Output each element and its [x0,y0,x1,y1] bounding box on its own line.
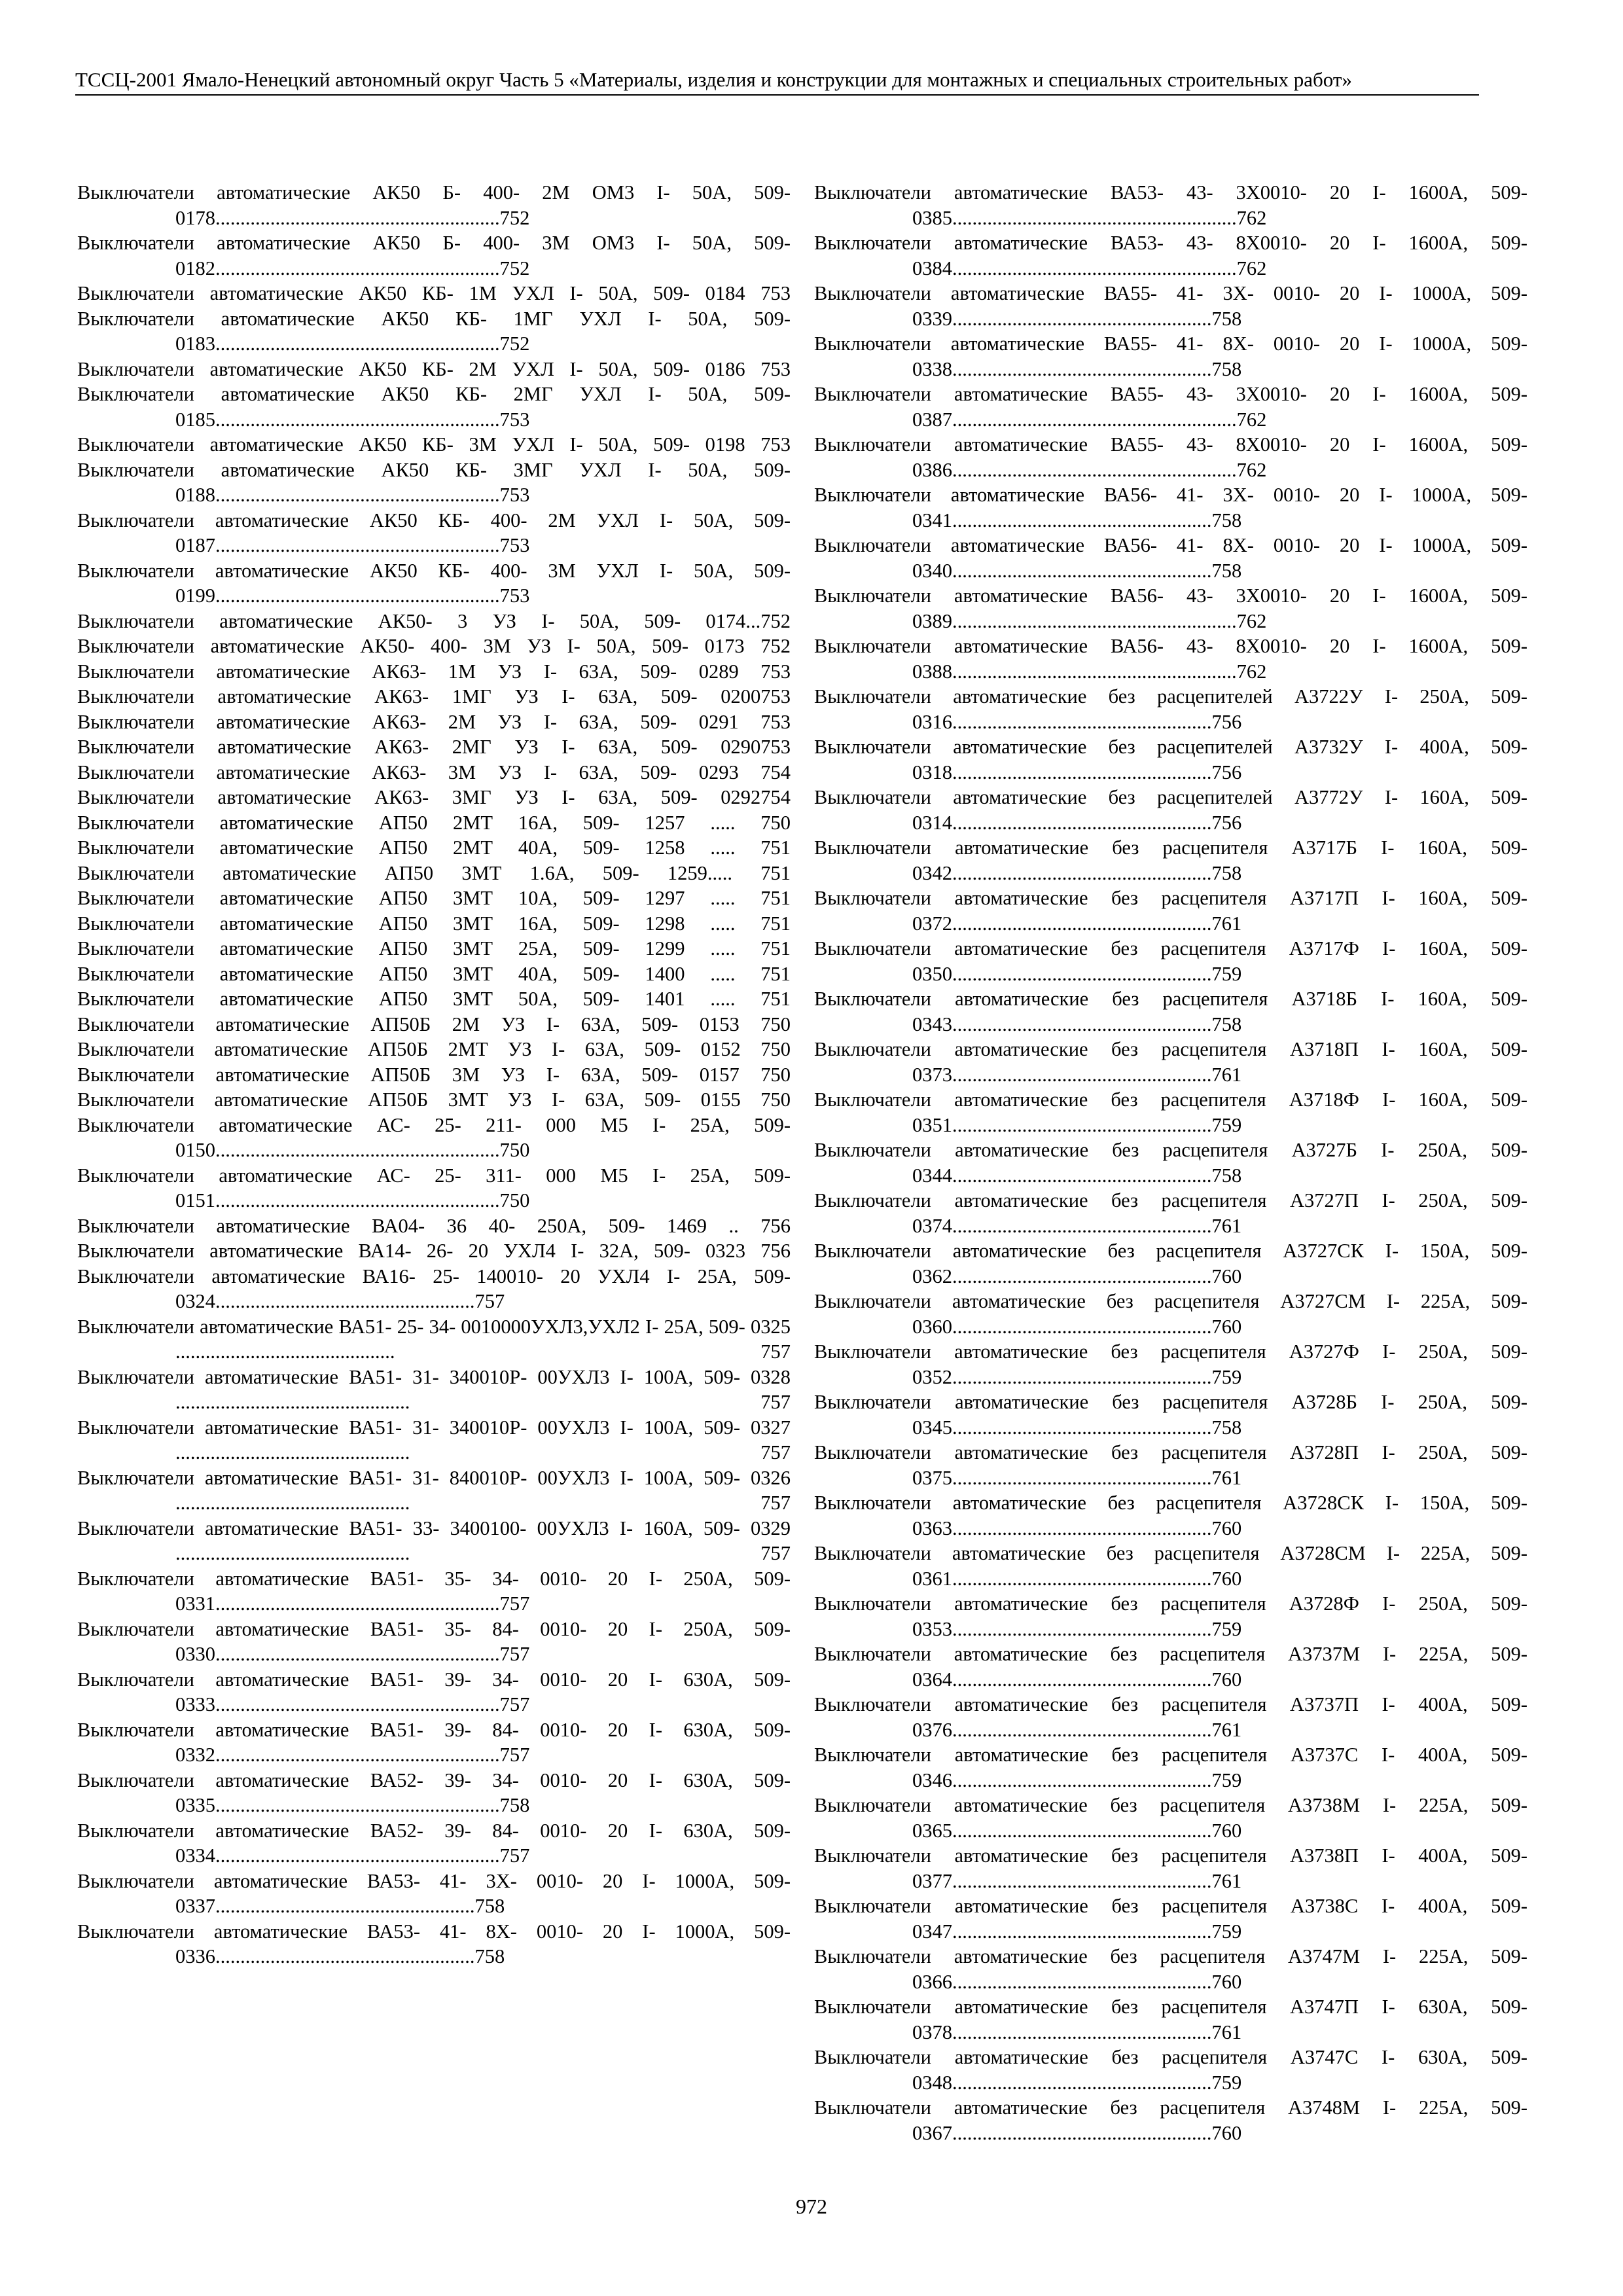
index-entry [814,1994,1527,2045]
index-entry [814,634,1527,684]
index-entry-page-ref: 0183.........................................................752 [175,332,530,355]
index-entry-page-ref: 0384.........................................................762 [912,257,1267,279]
index-entry-page-ref: 0187.........................................................753 [175,534,530,556]
index-entry-text: Выключатели автоматические ВА55- 43- 8Х0010- 20 I- 1600А, 509- [814,433,1527,456]
index-entry-page-ref: 509- 0361....................................................760 [912,1542,1527,1590]
index-entry [77,558,791,609]
index-entry-page-ref: 160А, 509- 0329 ............................................... 757 [175,1516,791,1564]
index-entry-page-ref: 509- 0336....................................................758 [175,1920,791,1967]
index-entry-page-ref: 0388.........................................................762 [912,660,1267,683]
index-entry [814,482,1527,533]
index-entry-page-ref: 509- 0346....................................................759 [912,1744,1528,1791]
index-entry-page-ref: 0330.........................................................757 [175,1643,530,1665]
index-entry-page-ref: 0389.........................................................762 [912,609,1267,632]
index-entry-text: Выключатели автоматические АК50 КБ- 2МГ УХЛ I- 50А, 509- [77,383,791,405]
index-entry-text: Выключатели автоматические ВА51- 25- 34- 0010000УХЛ3,УХЛ2 [77,1315,640,1338]
index-entry-text: Выключатели автоматические ВА56- 41- 3Х- 0010- 20 I- 1000А, [814,484,1472,506]
index-entry-text: Выключатели автоматические АП50 3МТ 40А, 509- 1400 ..... 751 [77,962,791,985]
index-entry-text: Выключатели автоматические ВА53- 41- 3Х- 0010- 20 I- 1000А, [77,1869,735,1892]
index-entry-page-ref: 509- 0348....................................................759 [912,2046,1528,2094]
index-entry [77,382,791,432]
index-entry-text: Выключатели автоматические АК50 Б- 400- 3М ОМ3 I- 50А, 509- [77,232,791,254]
index-entry-page-ref: 509- 0364....................................................760 [912,1643,1527,1691]
index-entry-page-ref: 509- 0378....................................................761 [912,1996,1527,2043]
index-entry-page-ref: 509- 0350....................................................759 [912,937,1528,985]
index-entry-page-ref: 0150.........................................................750 [175,1139,530,1161]
index-entry-text: Выключатели автоматические без расцепителя А3727СК I- 150А, [814,1240,1470,1262]
index-entry [77,986,791,1012]
index-entry-page-ref: 100А, 509- 0326 ............................................... 757 [175,1466,791,1514]
index-entry-page-ref: 753 [760,357,791,380]
index-entry-page-ref: 756 [760,1240,791,1262]
index-entry-page-ref: 0199.........................................................753 [175,584,530,607]
index-entry-text: Выключатели автоматические без расцепителей А3772У I- 160А, [814,786,1469,808]
index-entry-page-ref: 0332.........................................................757 [175,1744,530,1766]
index-entry-text: Выключатели автоматические без расцепителя А3718П I- 160А, [814,1038,1468,1060]
index-entry-page-ref: 509- 0337....................................................758 [175,1869,791,1917]
index-entry [77,911,791,937]
index-entry-page-ref: 509- 0338....................................................758 [912,332,1527,380]
index-entry-page-ref: 509- 0353....................................................759 [912,1592,1528,1640]
index-entry [814,1641,1527,1692]
page-number: 972 [796,2195,827,2218]
index-entry-page-ref: 509- 0342....................................................758 [912,836,1528,884]
index-entry-text: Выключатели автоматические АК63- 2М УЗ I- 63А, 509- 0291 753 [77,710,791,733]
index-entry-page-ref: 509- 0366....................................................760 [912,1945,1527,1993]
index-entry [77,1717,791,1768]
index-entry [77,861,791,886]
index-entry-page-ref: 0386.........................................................762 [912,458,1267,481]
index-entry [814,2095,1527,2145]
index-entry-page-ref: 750 [760,1038,791,1060]
index-entry-text: Выключатели автоматические ВА14- 26- 20 УХЛ4 I- 32А, 509- 0323 [77,1240,746,1262]
index-entry-page-ref: 509- 0360....................................................760 [912,1290,1527,1338]
index-entry-text: Выключатели автоматические АК63- 2МГ УЗ I- 63А, 509- 0290753 [77,736,791,758]
index-entry [814,1793,1527,1843]
index-entry [77,1667,791,1717]
index-entry-page-ref: 509- 0343....................................................758 [912,988,1528,1035]
index-entry-page-ref: 509- 0316....................................................756 [912,685,1528,733]
index-entry-page-ref: 509- 0375....................................................761 [912,1441,1527,1489]
index-entry-text: Выключатели автоматические АК50 КБ- 1М УХЛ I- 50А, 509- 0184 [77,282,745,304]
index-entry-page-ref: 509- 0365....................................................760 [912,1794,1527,1842]
index-entry-text: Выключатели автоматические АК50 КБ- 2М УХЛ I- 50А, 509- 0186 [77,357,745,380]
index-entry [814,785,1527,835]
index-entry [77,886,791,911]
index-entry-text: Выключатели автоматические АП50 2МТ 40А, 509- 1258 ..... 751 [77,836,791,859]
index-entry-page-ref: 0333.........................................................757 [175,1693,530,1715]
index-entry-page-ref: 509- 0374....................................................761 [912,1189,1527,1237]
index-entry [77,835,791,861]
index-entry [814,734,1527,785]
index-entry-text: Выключатели автоматические АК50 КБ- 400- 2М УХЛ I- 50А, 509- [77,509,791,531]
index-entry-page-ref: 509- 0347....................................................759 [912,1895,1528,1943]
index-entry-text: Выключатели автоматические АК50 КБ- 1МГ УХЛ I- 50А, 509- [77,307,791,330]
index-entry-page-ref: 0331.........................................................757 [175,1592,530,1615]
index-entry-page-ref: 752 [760,635,791,657]
index-entry [814,2045,1527,2095]
index-entry [77,1566,791,1617]
index-entry [814,382,1527,432]
index-entry [814,1541,1527,1591]
index-entry-text: Выключатели автоматические АП50 3МТ 50А, 509- 1401 ..... 751 [77,988,791,1010]
index-entry-page-ref: 509- 0345....................................................758 [912,1391,1528,1439]
index-entry-page-ref: 0334.........................................................757 [175,1844,530,1867]
index-entry [77,760,791,785]
index-entry [77,634,791,659]
index-entry [814,1490,1527,1541]
index-entry-text: Выключатели автоматические без расцепителя А3747С I- 630А, [814,2046,1468,2068]
index-entry [77,1264,791,1314]
index-column-right [814,180,1527,2145]
index-entry-page-ref: 509- 0373....................................................761 [912,1038,1527,1086]
index-entry [814,1742,1527,1793]
index-entry [77,961,791,987]
index-entry-text: Выключатели автоматические без расцепителя А3747П I- 630А, [814,1996,1468,2018]
index-entry-text: Выключатели автоматические без расцепителя А3718Б I- 160А, [814,988,1467,1010]
index-entry-text: Выключатели автоматические ВА55- 41- 8Х- 0010- 20 I- 1000А, [814,332,1472,355]
index-entry-text: Выключатели автоматические без расцепителя А3737С I- 400А, [814,1744,1468,1766]
index-entry [77,1213,791,1239]
index-entry [77,785,791,810]
index-entry [814,936,1527,986]
index-entry-text: Выключатели автоматические ВА16- 25- 140010- 20 УХЛ4 I- 25А, [77,1265,737,1287]
index-entry [814,886,1527,936]
index-entry [814,180,1527,230]
index-entry [814,230,1527,281]
index-entry-text: Выключатели автоматические ВА51- 31- 340010Р- 00УХЛ3 I- [77,1365,633,1388]
index-entry-text: Выключатели автоматические без расцепителя А3717П I- 160А, [814,887,1468,909]
index-entry [814,1289,1527,1339]
index-entry-text: Выключатели автоматические ВА51- 31- 340010Р- 00УХЛ3 I- [77,1416,633,1439]
header-title: ТССЦ-2001 Ямало-Ненецкий автономный округ Часть 5 «Материалы, изделия и конструкции для монтажных и специальных строительных работ» [75,68,1352,91]
index-entry [814,1893,1527,1944]
index-entry-text: Выключатели автоматические АК63- 1МГ УЗ I- 63А, 509- 0200753 [77,685,791,708]
index-entry-page-ref: 509- 0376....................................................761 [912,1693,1527,1741]
index-entry [77,1012,791,1037]
index-entry-text: Выключатели автоматические без расцепителя А3727СМ I- 225А, [814,1290,1471,1312]
index-entry-page-ref: 0151.........................................................750 [175,1189,530,1211]
index-entry [77,230,791,281]
index-entry [77,734,791,760]
index-entry [814,583,1527,634]
index-entry-text: Выключатели автоматические без расцепителя А3727П I- 250А, [814,1189,1468,1211]
index-entry-page-ref: 509- 0377....................................................761 [912,1844,1527,1892]
index-entry-page-ref: I- 25А, 509- 0325 ............................................ 757 [175,1315,791,1363]
index-entry-text: Выключатели автоматические без расцепителя А3738П I- 400А, [814,1844,1468,1867]
index-entry-text: Выключатели автоматические АК50 КБ- 400- 3М УХЛ I- 50А, 509- [77,559,791,582]
index-entry-page-ref: 509- 0318....................................................756 [912,736,1528,783]
index-entry-page-ref: 750 [760,1088,791,1111]
index-entry-text: Выключатели автоматические без расцепителя А3718Ф I- 160А, [814,1088,1468,1111]
index-entry [814,1238,1527,1289]
index-entry-text: Выключатели автоматические ВА56- 41- 8Х- 0010- 20 I- 1000А, [814,534,1472,556]
index-entry-text: Выключатели автоматические АП50 3МТ 25А, 509- 1299 ..... 751 [77,937,791,960]
index-entry [77,709,791,735]
index-entry-text: Выключатели автоматические без расцепителя А3727Б I- 250А, [814,1139,1467,1161]
index-entry [77,1415,791,1465]
index-entry-page-ref: 509- 0339....................................................758 [912,282,1527,330]
index-entry-text: Выключатели автоматические без расцепителя А3717Ф I- 160А, [814,937,1468,960]
index-entry-text: Выключатели автоматические без расцепителя А3727Ф I- 250А, [814,1340,1468,1363]
index-entry [77,1818,791,1869]
index-entry [814,1138,1527,1188]
index-entry-page-ref: 509- 0340....................................................758 [912,534,1527,582]
index-entry-text: Выключатели автоматические ВА56- 43- 8Х0010- 20 I- 1600А, 509- [814,635,1527,657]
index-entry-page-ref: 509- 0341....................................................758 [912,484,1527,531]
index-entry [814,1037,1527,1087]
index-entry-page-ref: 509- 0367....................................................760 [912,2096,1527,2144]
index-entry-page-ref: 509- 0324....................................................757 [175,1265,791,1312]
index-entry-text: Выключатели автоматические без расцепителя А3738С I- 400А, [814,1895,1468,1917]
index-entry-page-ref: 509- 0363....................................................760 [912,1492,1528,1539]
index-entry-text: Выключатели автоматические без расцепителя А3728Б I- 250А, [814,1391,1467,1413]
index-entry [77,609,791,634]
index-entry-text: Выключатели автоматические ВА56- 43- 3Х0010- 20 I- 1600А, 509- [814,584,1527,607]
index-entry-page-ref: 0188.........................................................753 [175,484,530,506]
index-entry [814,986,1527,1037]
index-entry-page-ref: 753 [760,433,791,456]
index-entry-text: Выключатели автоматические ВА51- 39- 34- 0010- 20 I- 630А, 509- [77,1668,791,1691]
index-entry-text: Выключатели автоматические АК63- 3М УЗ I- 63А, 509- 0293 754 [77,761,791,783]
index-entry [77,810,791,836]
index-entry [77,281,791,306]
index-entry-page-ref: 0185.........................................................753 [175,408,530,431]
index-entry [814,1087,1527,1138]
index-entry [77,1617,791,1667]
index-entry-text: Выключатели автоматические без расцепителя А3737М I- 225А, [814,1643,1469,1665]
index-entry-text: Выключатели автоматические АП50 3МТ 16А, 509- 1298 ..... 751 [77,912,791,935]
index-entry-text: Выключатели автоматические АК50 Б- 400- 2М ОМ3 I- 50А, 509- [77,181,791,204]
index-entry-text: Выключатели автоматические без расцепителя А3747М I- 225А, [814,1945,1469,1967]
index-entry-page-ref: 0385.........................................................762 [912,206,1267,229]
index-entry [814,1944,1527,1994]
index-entry-text: Выключатели автоматические АП50 2МТ 16А, 509- 1257 ..... 750 [77,811,791,834]
index-entry-page-ref: 509- 0372....................................................761 [912,887,1527,935]
index-entry-text: Выключатели автоматические ВА51- 39- 84- 0010- 20 I- 630А, 509- [77,1718,791,1741]
index-entry [77,1087,791,1113]
index-entry [77,1037,791,1062]
index-entry [814,1692,1527,1742]
index-entry-text: Выключатели автоматические АК50 КБ- 3МГ УХЛ I- 50А, 509- [77,458,791,481]
index-entry [77,357,791,382]
index-entry-text: Выключатели автоматические без расцепителя А3728СК I- 150А, [814,1492,1470,1514]
index-entry [77,1238,791,1264]
index-entry [77,432,791,457]
index-entry-page-ref: 100А, 509- 0328 ............................................... 757 [175,1365,791,1413]
index-entry [814,432,1527,482]
index-entry-text: Выключатели автоматические без расцепителя А3737П I- 400А, [814,1693,1468,1715]
index-entry [77,1163,791,1213]
index-entry-text: Выключатели автоматические АП50 3МТ 1.6А, 509- 1259..... 751 [77,861,791,884]
index-entry-text: Выключатели автоматические ВА51- 35- 34- 0010- 20 I- 250А, 509- [77,1567,791,1590]
index-entry [77,1365,791,1415]
index-entry-text: Выключатели автоматические ВА53- 43- 3Х0010- 20 I- 1600А, 509- [814,181,1527,204]
index-entry-text: Выключатели автоматические ВА53- 41- 8Х- 0010- 20 I- 1000А, [77,1920,735,1943]
index-entry-text: Выключатели автоматические ВА55- 41- 3Х- 0010- 20 I- 1000А, [814,282,1472,304]
index-entry [814,1591,1527,1641]
index-entry [814,281,1527,331]
index-entry-text: Выключатели автоматические ВА51- 31- 840010Р- 00УХЛ3 I- [77,1466,633,1489]
index-entry [814,1843,1527,1893]
index-entry-text: Выключатели автоматические ВА51- 33- 3400100- 00УХЛ3 I- [77,1516,633,1539]
index-entry [77,684,791,709]
index-entry [77,1869,791,1919]
index-entry-text: Выключатели автоматические без расцепителя А3728СМ I- 225А, [814,1542,1471,1564]
index-column-left [77,180,791,1969]
index-entry-text: Выключатели автоматические без расцепителя А3728Ф I- 250А, [814,1592,1468,1615]
index-entry [77,1465,791,1516]
index-entry-page-ref: 509- 0351....................................................759 [912,1088,1528,1136]
index-entry-text: Выключатели автоматические ВА52- 39- 34- 0010- 20 I- 630А, 509- [77,1768,791,1791]
index-entry-text: Выключатели автоматические без расцепителя А3738М I- 225А, [814,1794,1469,1816]
index-entry [77,1314,791,1365]
index-entry-page-ref: 509- 0314....................................................756 [912,786,1528,834]
index-entry-page-ref: 509- 0362....................................................760 [912,1240,1528,1287]
index-entry [77,1516,791,1566]
index-entry [77,1768,791,1818]
index-entry [77,936,791,961]
index-entry [814,1188,1527,1238]
index-entry-text: Выключатели автоматические АС- 25- 211- 000 М5 I- 25А, 509- [77,1113,791,1136]
index-entry-page-ref: 753 [760,282,791,304]
index-entry [814,533,1527,583]
index-entry-text: Выключатели автоматические АК63- 1М УЗ I- 63А, 509- 0289 753 [77,660,791,683]
index-entry [814,835,1527,886]
index-entry [814,1339,1527,1390]
index-entry-page-ref: 509- 0352....................................................759 [912,1340,1528,1388]
index-entry-page-ref: 100А, 509- 0327 ............................................... 757 [175,1416,791,1463]
index-entry [77,659,791,685]
index-entry-text: Выключатели автоматические АК50- 400- 3М УЗ I- 50А, 509- 0173 [77,635,745,657]
index-entry-text: Выключатели автоматические ВА53- 43- 8Х0010- 20 I- 1600А, 509- [814,232,1527,254]
index-entry-text: Выключатели автоматические АК50 КБ- 3М УХЛ I- 50А, 509- 0198 [77,433,745,456]
index-entry [814,1390,1527,1440]
index-entry [77,457,791,508]
index-entry-text: Выключатели автоматические без расцепителя А3717Б I- 160А, [814,836,1467,859]
index-entry-page-ref: 0387.........................................................762 [912,408,1267,431]
index-entry [814,684,1527,734]
index-entry-text: Выключатели автоматические АП50Б 2МТ УЗ I- 63А, 509- 0152 [77,1038,741,1060]
index-entry-text: Выключатели автоматические АС- 25- 311- 000 М5 I- 25А, 509- [77,1164,791,1187]
index-entry-text: Выключатели автоматические ВА51- 35- 84- 0010- 20 I- 250А, 509- [77,1617,791,1640]
index-entry [77,508,791,558]
index-entry-text: Выключатели автоматические без расцепителя А3748М I- 225А, [814,2096,1469,2119]
index-entry-text: Выключатели автоматические АП50Б 2М УЗ I- 63А, 509- 0153 750 [77,1013,791,1035]
index-entry-text: Выключатели автоматические ВА55- 43- 3Х0010- 20 I- 1600А, 509- [814,383,1527,405]
index-entry [77,1062,791,1088]
index-entry-text: Выключатели автоматические без расцепителей А3722У I- 250А, [814,685,1469,708]
index-entry-page-ref: 0178.........................................................752 [175,206,530,229]
index-entry-page-ref: 0335.........................................................758 [175,1794,530,1816]
index-entry-text: Выключатели автоматические без расцепителя А3728П I- 250А, [814,1441,1468,1463]
index-entry [814,1440,1527,1490]
index-entry-text: Выключатели автоматические АК50- 3 УЗ I- 50А, 509- 0174...752 [77,609,791,632]
running-header [75,67,1479,96]
index-entry-text: Выключатели автоматические АП50 3МТ 10А, 509- 1297 ..... 751 [77,887,791,909]
index-entry [77,1919,791,1969]
index-entry [814,331,1527,382]
index-entry-text: Выключатели автоматические АП50Б 3М УЗ I- 63А, 509- 0157 750 [77,1063,791,1086]
index-entry-page-ref: 0182.........................................................752 [175,257,530,279]
index-entry-text: Выключатели автоматические АК63- 3МГ УЗ I- 63А, 509- 0292754 [77,786,791,808]
index-entry-text: Выключатели автоматические ВА52- 39- 84- 0010- 20 I- 630А, 509- [77,1819,791,1842]
index-entry-text: Выключатели автоматические ВА04- 36 40- 250А, 509- 1469 .. 756 [77,1214,791,1237]
index-entry-text: Выключатели автоматические без расцепителей А3732У I- 400А, [814,736,1469,758]
index-entry [77,1113,791,1163]
index-entry-text: Выключатели автоматические АП50Б 3МТ УЗ I- 63А, 509- 0155 [77,1088,741,1111]
index-entry [77,306,791,357]
index-entry [77,180,791,230]
index-entry-page-ref: 509- 0344....................................................758 [912,1139,1528,1187]
